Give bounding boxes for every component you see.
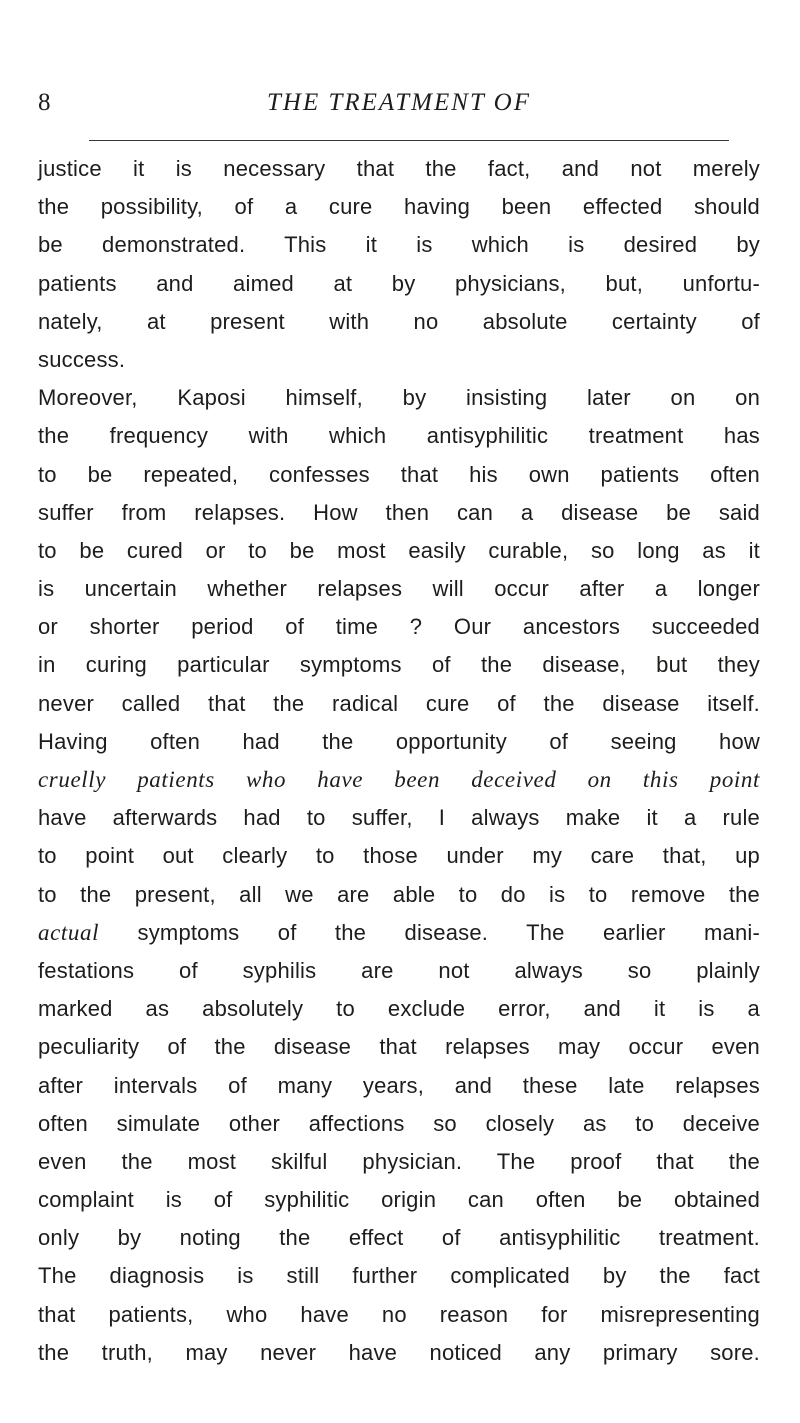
text-line xyxy=(38,952,760,990)
text-run: success. xyxy=(38,346,126,372)
text-line xyxy=(38,608,760,646)
text-line xyxy=(38,761,760,799)
text-line xyxy=(38,417,760,455)
text-run: marked as absolutely to exclude error, and it is a xyxy=(38,996,760,1022)
text-run: Moreover, Kaposi himself, by insisting later on on xyxy=(38,385,760,411)
text-run: The diagnosis is still further complicated by the fact xyxy=(38,1263,760,1289)
text-line xyxy=(38,1296,760,1334)
text-run: to be repeated, confesses that his own patients often xyxy=(38,461,760,487)
text-line xyxy=(38,723,760,761)
text-run: Having often had the opportunity of seeing how xyxy=(38,728,760,754)
text-line xyxy=(38,150,760,188)
running-title: THE TREATMENT OF xyxy=(267,89,531,116)
text-line xyxy=(38,990,760,1028)
text-line xyxy=(38,188,760,226)
text-run: the possibility, of a cure having been effected should xyxy=(38,194,760,220)
text-run: in curing particular symptoms of the disease, but they xyxy=(38,652,760,678)
text-run: the truth, may never have noticed any primary sore. xyxy=(38,1339,760,1365)
text-line xyxy=(38,1181,760,1219)
text-line xyxy=(38,1067,760,1105)
text-run: the frequency with which antisyphilitic treatment has xyxy=(38,423,760,449)
text-run: after intervals of many years, and these late relapses xyxy=(38,1072,760,1098)
text-line xyxy=(38,646,760,684)
text-run: festations of syphilis are not always so plainly xyxy=(38,957,760,983)
page-number: 8 xyxy=(38,89,51,116)
text-line xyxy=(38,226,760,264)
text-line xyxy=(38,341,760,379)
text-run: never called that the radical cure of the disease itself. xyxy=(38,690,760,716)
text-line xyxy=(38,570,760,608)
text-run: only by noting the effect of antisyphilitic treatment. xyxy=(38,1225,760,1251)
text-run: is uncertain whether relapses will occur after a longer xyxy=(38,576,760,602)
text-run: be demonstrated. This it is which is desired by xyxy=(38,232,760,258)
text-run: even the most skilful physician. The proof that the xyxy=(38,1148,760,1174)
text-run: patients and aimed at by physicians, but, unfortu- xyxy=(38,270,760,296)
text-line xyxy=(38,456,760,494)
text-run: that patients, who have no reason for misrepresenting xyxy=(38,1301,760,1327)
text-run: or shorter period of time ? Our ancestors succeeded xyxy=(38,614,760,640)
text-run: peculiarity of the disease that relapses may occur even xyxy=(38,1034,760,1060)
text-line xyxy=(38,1219,760,1257)
text-run: to the present, all we are able to do is to remove the xyxy=(38,881,760,907)
text-line xyxy=(38,532,760,570)
text-line xyxy=(38,1257,760,1295)
text-line xyxy=(38,379,760,417)
text-run: nately, at present with no absolute certainty of xyxy=(38,308,760,334)
body-text xyxy=(38,150,760,1372)
italic-text-run: actual xyxy=(38,919,100,945)
text-line xyxy=(38,799,760,837)
text-line xyxy=(38,685,760,723)
text-line xyxy=(38,265,760,303)
header-rule xyxy=(89,140,729,141)
text-line xyxy=(38,914,760,952)
text-run: suffer from relapses. How then can a disease be said xyxy=(38,499,760,525)
italic-text-run: cruelly patients who have been deceived on this point xyxy=(38,767,760,792)
text-line xyxy=(38,1334,760,1372)
page-header xyxy=(38,88,760,124)
text-run: to be cured or to be most easily curable, so long as it xyxy=(38,537,760,563)
text-line xyxy=(38,1028,760,1066)
text-run: complaint is of syphilitic origin can often be obtained xyxy=(38,1187,760,1213)
text-line xyxy=(38,876,760,914)
text-run: often simulate other affections so closely as to deceive xyxy=(38,1110,760,1136)
text-line xyxy=(38,494,760,532)
text-line xyxy=(38,837,760,875)
text-line xyxy=(38,303,760,341)
text-run: justice it is necessary that the fact, and not merely xyxy=(38,156,760,181)
text-line xyxy=(38,1143,760,1181)
text-line xyxy=(38,1105,760,1143)
text-run: to point out clearly to those under my care that, up xyxy=(38,843,760,869)
text-run: have afterwards had to suffer, I always make it a rule xyxy=(38,805,760,831)
text-run: symptoms of the disease. The earlier mani- xyxy=(99,919,760,945)
